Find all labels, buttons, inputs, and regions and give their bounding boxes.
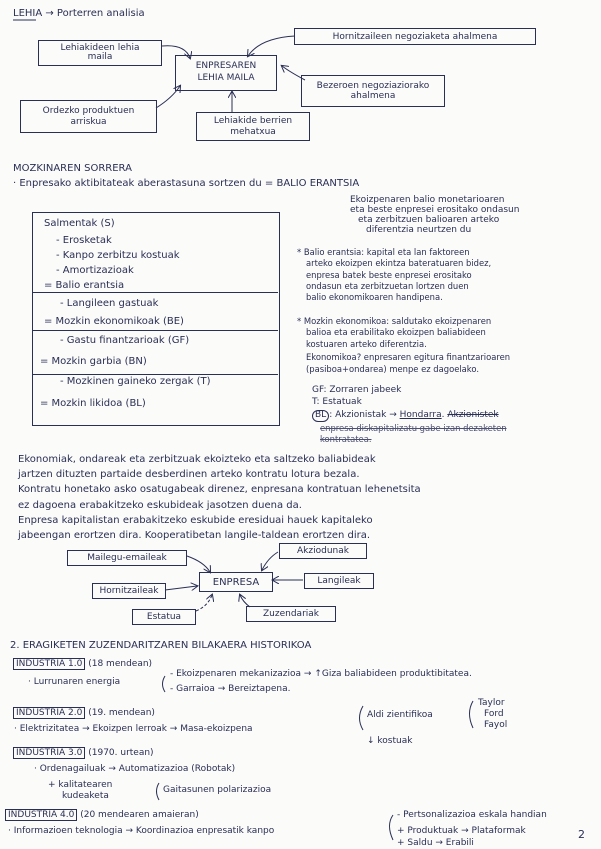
arrow-hornitzaileak	[165, 586, 197, 590]
value-note-line: eta beste enpresei erositako ondasun	[350, 205, 520, 216]
enpresa-estatua-box	[132, 609, 196, 625]
porter-substitutes: Ordezko produktuen arriskua	[42, 106, 135, 127]
bl-circled: BL	[312, 410, 329, 422]
enpresa-langileak: Langileak	[317, 576, 361, 586]
bl-strike-text	[320, 423, 507, 444]
ind2-left: · Elektrizitatea → Ekoizpen lerroak → Masa-ekoizpena	[14, 724, 253, 734]
porter-customers-box	[301, 75, 445, 107]
table-row: = Balio erantsia	[44, 280, 125, 291]
ind1-heading	[13, 660, 152, 670]
def-line: enpresa batek beste enpresei erositako	[306, 269, 472, 280]
question-line: (pasiboa+ondarea) menpe ez dagoelako.	[306, 363, 479, 374]
def-line: ondasun eta zerbitzuetan lortzen duen	[306, 281, 469, 292]
enpresa-hornitzaileak: Hornitzaileak	[99, 586, 159, 596]
enpresa-zuzendariak-box	[246, 606, 336, 622]
ind3-heading	[13, 749, 154, 759]
ind4-a: · Informazioen teknologia → Koordinazioa enpresatik kanpo	[8, 826, 275, 836]
arrow-suppliers	[248, 36, 295, 56]
def-line: * Mozkin ekonomikoa: saldutako ekoizpenaren	[297, 316, 492, 326]
brace-ind2	[360, 706, 364, 730]
enpresa-estatua: Estatua	[146, 612, 182, 622]
def-line: balioa eta erabilitako ekoizpen baliabideen	[306, 327, 486, 338]
ind1-when: (18 mendean)	[88, 659, 153, 669]
ind2-name: Fayol	[484, 719, 508, 730]
contract-paragraph	[18, 452, 421, 543]
table-row: = Mozkin likidoa (BL)	[40, 398, 146, 409]
section3-title: 2. ERAGIKETEN ZUZENDARITZAREN BILAKAERA HISTORIKOA	[10, 640, 312, 651]
ind2-when: (19. mendean)	[88, 708, 155, 718]
table-row: - Gastu finantzarioak (GF)	[60, 335, 190, 346]
ind3-b2: kudeaketa	[62, 791, 109, 801]
ind3-b1: + kalitatearen	[48, 780, 113, 790]
brace-ind1	[163, 676, 166, 692]
bl-after: Akzionistek	[447, 410, 499, 420]
ind4-label: INDUSTRIA 4.0	[5, 809, 77, 821]
ind3-b3: Gaitasunen polarizazioa	[163, 785, 272, 795]
ind4-r2: + Produktuak → Plataformak	[397, 826, 526, 836]
table-row: - Erosketak	[56, 235, 112, 246]
table-row: = Mozkin garbia (BN)	[40, 356, 147, 367]
table-separator	[32, 374, 278, 375]
para-line: Kontratu honetako asko osatugabeak direnez, enpresana kontratuan lehenetsita	[18, 484, 421, 496]
def-mozkin-ekonomikoa	[297, 316, 491, 350]
table-row: - Kanpo zerbitzu kostuak	[56, 250, 180, 261]
value-note-line: diferentzia neurtzen du	[366, 225, 472, 236]
ind3-a: · Ordenagailuak → Automatizazioa (Robotak)	[34, 764, 236, 774]
enpresa-mailegu-box	[67, 550, 187, 566]
porter-center: ENPRESAREN LEHIA MAILA	[195, 61, 257, 83]
ind2-names	[478, 698, 507, 730]
arrow-akziodunak	[262, 552, 278, 570]
ind2-name: Ford	[484, 708, 504, 719]
table-separator	[32, 330, 278, 331]
enpresa-akziodunak: Akziodunak	[297, 546, 349, 556]
strike-line: enpresa diskapitalizatu gabe izan dezaketen	[320, 423, 507, 433]
table-row: - Langileen gastuak	[60, 298, 159, 309]
enpresa-hornitzaileak-box	[92, 583, 166, 599]
table-row: = Mozkin ekonomikoak (BE)	[44, 316, 184, 327]
para-line: jartzen dituzten partaide desberdinen arteko kontratu lotura bezala.	[18, 469, 360, 481]
para-line: ez dagoena erabakitzeko eskubideak jasotzen duena da.	[18, 499, 302, 511]
bl-hondarra: Hondarra	[399, 410, 442, 420]
bl-prefix: Akzionistak →	[335, 410, 397, 420]
enpresa-mailegu: Mailegu-emaileak	[87, 553, 167, 563]
ind2-mid: Aldi zientifikoa	[367, 710, 433, 720]
table-separator	[32, 292, 278, 293]
ind4-when: (20 mendearen amaieran)	[80, 810, 199, 820]
bl-line: BL : Akzionistak → Hondarra. Akzionistek	[312, 410, 499, 422]
para-line: jabeengan erortzen dira. Kooperatibetan langile-taldean erortzen dira.	[18, 529, 371, 541]
ind4-heading	[5, 811, 199, 821]
ind2-label: INDUSTRIA 2.0	[13, 707, 85, 719]
para-line: Enpresa kapitalistan erabakitzeko eskubide eresiduai hauek kapitaleko	[18, 514, 373, 526]
brace-taylor	[470, 701, 474, 728]
brace-ind4	[390, 815, 394, 840]
section1-title: LEHIA → Porterren analisia	[13, 8, 145, 19]
t-line: T: Estatuak	[312, 397, 362, 407]
ind2-cost: ↓ kostuak	[367, 736, 413, 746]
ind4-r3: + Saldu → Erabili	[397, 838, 474, 848]
porter-new-entrants-box	[196, 112, 310, 141]
ind1-b: - Garraioa → Bereiztapena.	[170, 684, 291, 694]
ind3-when: (1970. urtean)	[88, 748, 154, 758]
ind1-left: · Lurrunaren energia	[28, 677, 121, 687]
ind3-label: INDUSTRIA 3.0	[13, 747, 85, 759]
value-note-line: eta zerbitzuen balioaren arteko	[358, 215, 500, 226]
def-line: kostuaren arteko diferentzia.	[306, 338, 427, 349]
porter-customers: Bezeroen negoziaziorako ahalmena	[316, 80, 430, 101]
brace-ind3	[157, 783, 160, 800]
para-line: Ekonomiak, ondareak eta zerbitzuak ekoizteko eta saltzeko baliabideak	[18, 454, 376, 465]
ind1-a: - Ekoizpenaren mekanizazioa → ↑Giza baliabideen produktibitatea.	[170, 669, 472, 679]
ind2-heading	[13, 709, 155, 719]
enpresa-akziodunak-box	[279, 543, 367, 559]
porter-competitors: Lehiakideen lehia maila	[60, 42, 140, 62]
page-number: 2	[578, 828, 585, 841]
ind1-label: INDUSTRIA 1.0	[13, 658, 85, 670]
porter-suppliers: Hornitzaileen negoziaketa ahalmena	[332, 31, 498, 42]
section2-title: MOZKINAREN SORRERA	[13, 163, 132, 174]
porter-competitors-box	[38, 40, 162, 66]
table-row: - Amortizazioak	[56, 265, 134, 276]
porter-new-entrants: Lehiakide berrien mehatxua	[213, 116, 293, 137]
table-row: - Mozkinen gaineko zergak (T)	[60, 376, 211, 387]
value-note-line: Ekoizpenaren balio monetarioaren	[350, 195, 505, 205]
def-line: balio ekonomikoaren handipena.	[306, 292, 443, 303]
value-note	[350, 195, 519, 235]
porter-substitutes-box	[20, 100, 157, 133]
arrow-mailegu	[187, 556, 210, 572]
table-row: Salmentak (S)	[44, 218, 115, 229]
ind4-r1: - Pertsonalizazioa eskala handian	[397, 810, 547, 820]
def-line: * Balio erantsia: kapital eta lan faktoreen	[297, 247, 470, 257]
enpresa-langileak-box	[304, 573, 374, 589]
question-line: Ekonomikoa? enpresaren egitura finantzarioaren	[306, 352, 511, 362]
def-balio-erantsia	[297, 247, 491, 304]
question-text	[306, 352, 510, 376]
porter-suppliers-box	[294, 28, 536, 45]
gf-line: GF: Zorraren jabeek	[312, 385, 402, 395]
arrow-estatua	[196, 595, 212, 611]
porter-center-box	[175, 55, 277, 91]
strike-line: kontratatea.	[320, 433, 372, 444]
def-line: arteko ekoizpen ekintza bateratuaren bidez,	[306, 258, 492, 269]
enpresa-center: ENPRESA	[212, 576, 260, 588]
ind2-name: Taylor	[478, 698, 505, 708]
enpresa-zuzendariak: Zuzendariak	[263, 609, 319, 619]
enpresa-center-box	[199, 572, 273, 592]
section2-intro: · Enpresako aktibitateak aberastasuna sortzen du = BALIO ERANTSIA	[13, 178, 360, 189]
